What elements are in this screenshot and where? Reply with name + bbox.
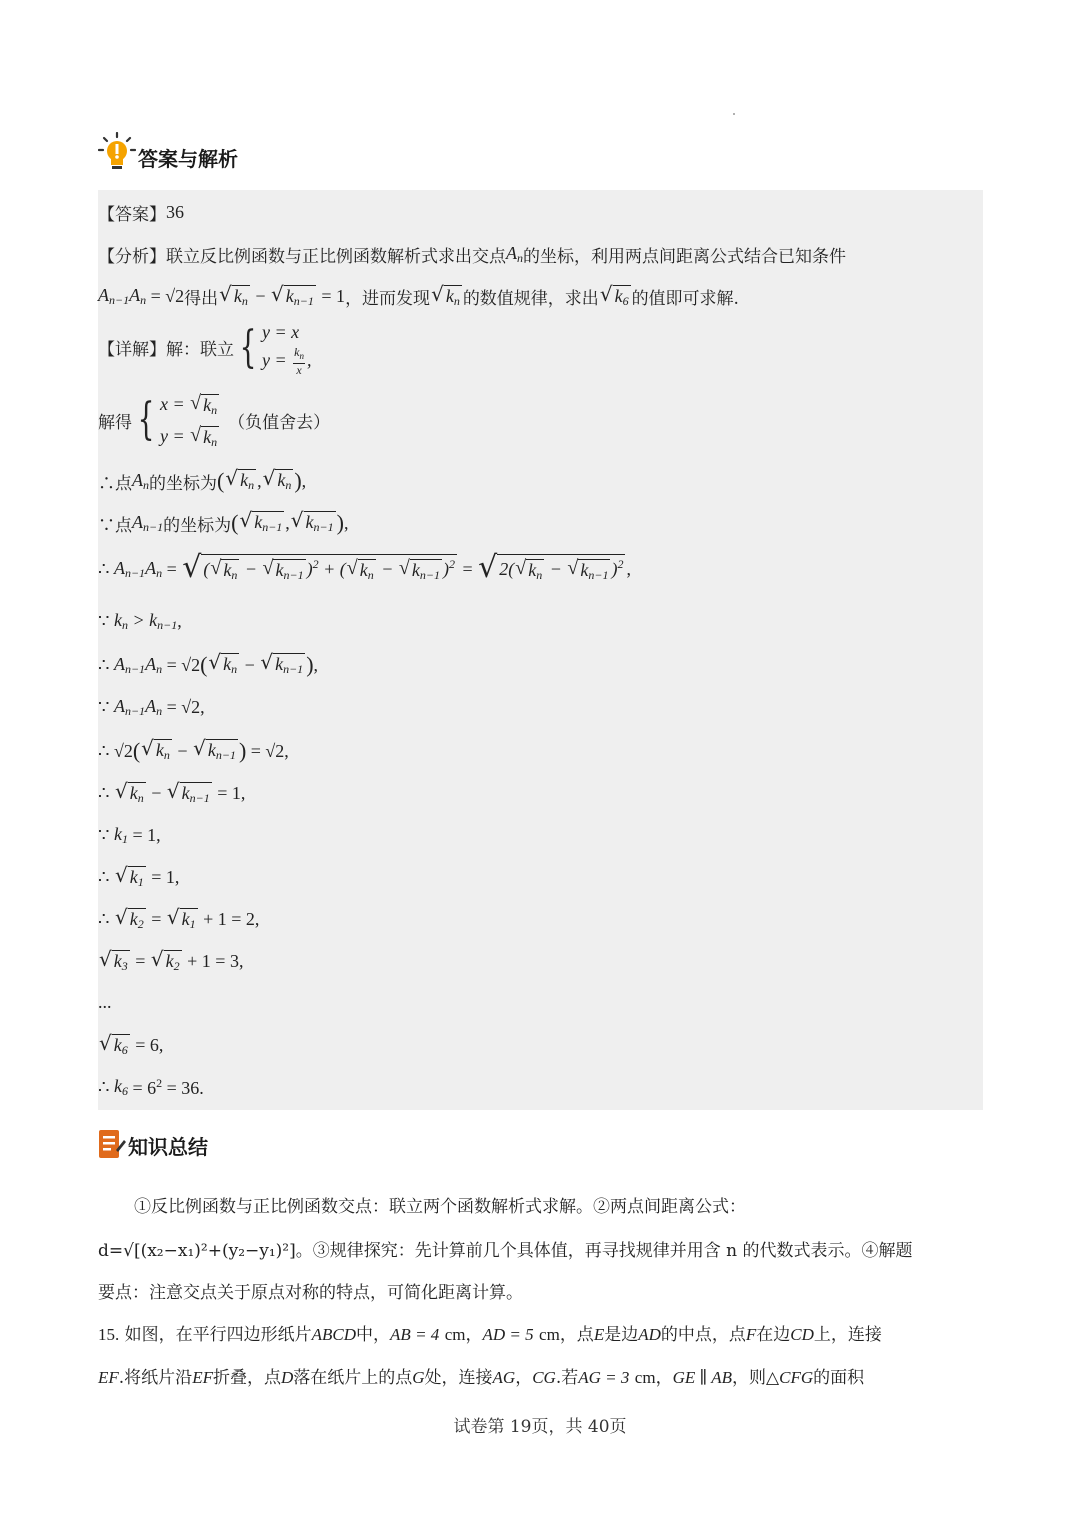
- detail-line: 【详解】 解：联立 { y = x y = $\frac{k_n}{x}$ ,: [98, 321, 312, 378]
- q15-comma-3: ，: [655, 1368, 673, 1388]
- k6-line: ∴ $k_6$ = $6^2 = 36$.: [98, 1076, 204, 1098]
- q15-text-2f: ，则△: [732, 1368, 780, 1388]
- q15-abcd: ABCD: [311, 1325, 357, 1344]
- ellipsis: ...: [98, 992, 112, 1012]
- notebook-icon: [98, 1128, 126, 1160]
- coord-line-1: ∴点 $A_n$ 的坐标为 ( √ $k_n$ , √ $k_n$ ) ,: [98, 466, 307, 494]
- lightbulb-icon: [98, 132, 136, 172]
- coord-text-2: 的坐标为: [163, 515, 232, 536]
- q15-text-d: 是边: [604, 1325, 639, 1345]
- ellipsis-line: [98, 992, 112, 1013]
- q15-ag: AG: [492, 1368, 516, 1387]
- sqrt-k3-line: √ $k_3$ = √ $k_2$ + 1 = 3,: [99, 947, 244, 973]
- q15-ge-par: GE ∥ AB: [672, 1368, 733, 1387]
- answer-box: [98, 190, 983, 1110]
- analysis-label: 【分析】: [98, 247, 166, 267]
- q15-text-b: 中，: [356, 1325, 391, 1345]
- coord-text-1: 的坐标为: [149, 473, 217, 494]
- diff-line: ∴ √ $k_n$ − √ $k_{n-1}$ = 1,: [98, 779, 246, 805]
- q15-text-2b: 折叠，点: [212, 1368, 281, 1388]
- coord-line-2: ∵点 $A_{n-1}$ 的坐标为 ( √ $k_{n-1}$ , √ $k_{n-1}$ ) ,: [98, 508, 349, 536]
- q15-unit-3: cm: [634, 1368, 656, 1387]
- summary-line-2: d=√[(x₂−x₁)²+(y₂−y₁)²]。③规律探究：先计算前几个具体值，再寻找规律并用含 n 的代数式表示。④解题: [98, 1241, 913, 1261]
- analysis-text-2: 的坐标，利用两点间距离公式结合已知条件: [523, 247, 846, 267]
- given-line: ∵ $A_{n-1}A_n$ = √2,: [98, 696, 205, 718]
- q15-comma-2: ，: [515, 1368, 533, 1388]
- answer-section-header: [98, 132, 238, 172]
- q15-text-2e: .若: [555, 1368, 579, 1388]
- q15-ab-eq: AB = 4: [390, 1325, 440, 1344]
- page-footer: 试卷第 19页，共 40页: [453, 1417, 627, 1437]
- detail-text: 解：联立: [166, 340, 234, 361]
- stray-dot: [733, 113, 735, 115]
- q15-ad-eq: AD = 5: [482, 1325, 534, 1344]
- analysis-line2-c: 的数值规律，求出: [462, 289, 599, 309]
- analysis-line2-a: 得出: [184, 289, 219, 309]
- q15-cd: CD: [790, 1325, 814, 1344]
- coord-label-1: ∴点: [98, 473, 132, 494]
- analysis-text-1: 联立反比例函数与正比例函数解析式求出交点: [166, 247, 506, 267]
- q15-d: D: [280, 1368, 294, 1387]
- solve-text: 解得: [98, 412, 132, 433]
- simplify-line: ∴ $A_{n-1}A_n$ = √2 ( √ $k_n$ − √ $k_{n-1}$ ) ,: [98, 650, 319, 677]
- q15-text-e: 的中点，点: [660, 1325, 746, 1345]
- q15-g: G: [412, 1368, 425, 1387]
- analysis-line-2: $A_{n-1}A_n$ = √2 得出 √ $k_n$ − √ $k_{n-1}$ = 1 ，进而发现 √ $k_n$ 的数值规律，求出 √ $k_6$ 的值即可求解.: [98, 281, 739, 309]
- summary-line-3: 要点：注意交点关于原点对称的特点，可简化距离计算。: [98, 1283, 523, 1303]
- sqrt-k6-line: √ $k_6$ = 6,: [99, 1031, 164, 1057]
- answer-label: 【答案】: [98, 205, 166, 225]
- answer-line: [98, 200, 184, 225]
- detail-label: 【详解】: [98, 340, 166, 361]
- q15-unit-1: cm: [444, 1325, 466, 1344]
- sqrt-k2-line: ∴ √ $k_2$ = √ $k_1$ + 1 = 2,: [98, 905, 260, 931]
- ineq-line: ∵ $k_n > k_{n-1}$ ,: [98, 610, 182, 632]
- q15-text-2g: 的面积: [813, 1368, 865, 1388]
- q15-ad: AD: [638, 1325, 661, 1344]
- question-15-line-2: [98, 1363, 983, 1388]
- q15-text-a: 如图，在平行四边形纸片: [124, 1325, 312, 1345]
- q15-text-c: ，点: [559, 1325, 594, 1345]
- q15-text-g: 上，连接: [813, 1325, 882, 1345]
- q15-ef-1: EF: [98, 1368, 119, 1387]
- question-15-line-1: [98, 1320, 983, 1345]
- q15-unit-2: cm: [539, 1325, 560, 1344]
- q15-text-f: 在边: [756, 1325, 791, 1345]
- analysis-line-1: 【分析】 联立反比例函数与正比例函数解析式求出交点 $A_n$ 的坐标，利用两点间距离公式结合已知条件: [98, 243, 846, 267]
- solve-line: 解得 { x = √ $k_n$ y = √ $k_n$ （负值舍去）: [98, 392, 331, 449]
- solve-note: （负值舍去）: [228, 412, 331, 433]
- summary-line-1: ①反比例函数与正比例函数交点：联立两个函数解析式求解。②两点间距离公式：: [134, 1197, 746, 1217]
- analysis-line2-d: 的值即可求解.: [631, 289, 739, 309]
- q15-ef-2: EF: [192, 1368, 213, 1387]
- summary-section-title: 知识总结: [128, 1135, 208, 1159]
- coord-label-2: ∵点: [98, 515, 132, 536]
- sqrt-k1-line: ∴ √ $k_1$ = 1,: [98, 863, 180, 889]
- q15-comma-1: ，: [465, 1325, 483, 1345]
- q15-e: E: [593, 1325, 605, 1344]
- q15-cg: CG: [532, 1368, 556, 1387]
- q15-text-2a: .将纸片沿: [118, 1368, 193, 1388]
- answer-value: 36: [166, 202, 184, 222]
- q15-f: F: [745, 1325, 757, 1344]
- q15-ag-eq: AG = 3: [578, 1368, 630, 1387]
- q15-text-2c: 落在纸片上的点: [293, 1368, 413, 1388]
- q15-text-2d: 处，连接: [424, 1368, 493, 1388]
- k1-line: ∵ $k_1$ = 1,: [98, 824, 161, 846]
- question-number: 15.: [98, 1325, 120, 1344]
- distance-line: ∴ $A_{n-1}A_n$ = √ ( √ $k_n$ − √ $k_{n-1}$ )$^2$ + ( √ $k_n$ − √ $k_{n-1}$ )$^2$ = √ 2( √ $k_n$ − √ $k_{n-1}$ )$^2$ ,: [98, 550, 631, 585]
- answer-section-title: 答案与解析: [138, 147, 238, 171]
- q15-cfg: CFG: [779, 1368, 814, 1387]
- equation-line: ∴ √2 ( √ $k_n$ − √ $k_{n-1}$ ) = √2,: [98, 736, 289, 763]
- summary-section-header: [98, 1128, 208, 1160]
- analysis-line2-b: ，进而发现: [345, 289, 431, 309]
